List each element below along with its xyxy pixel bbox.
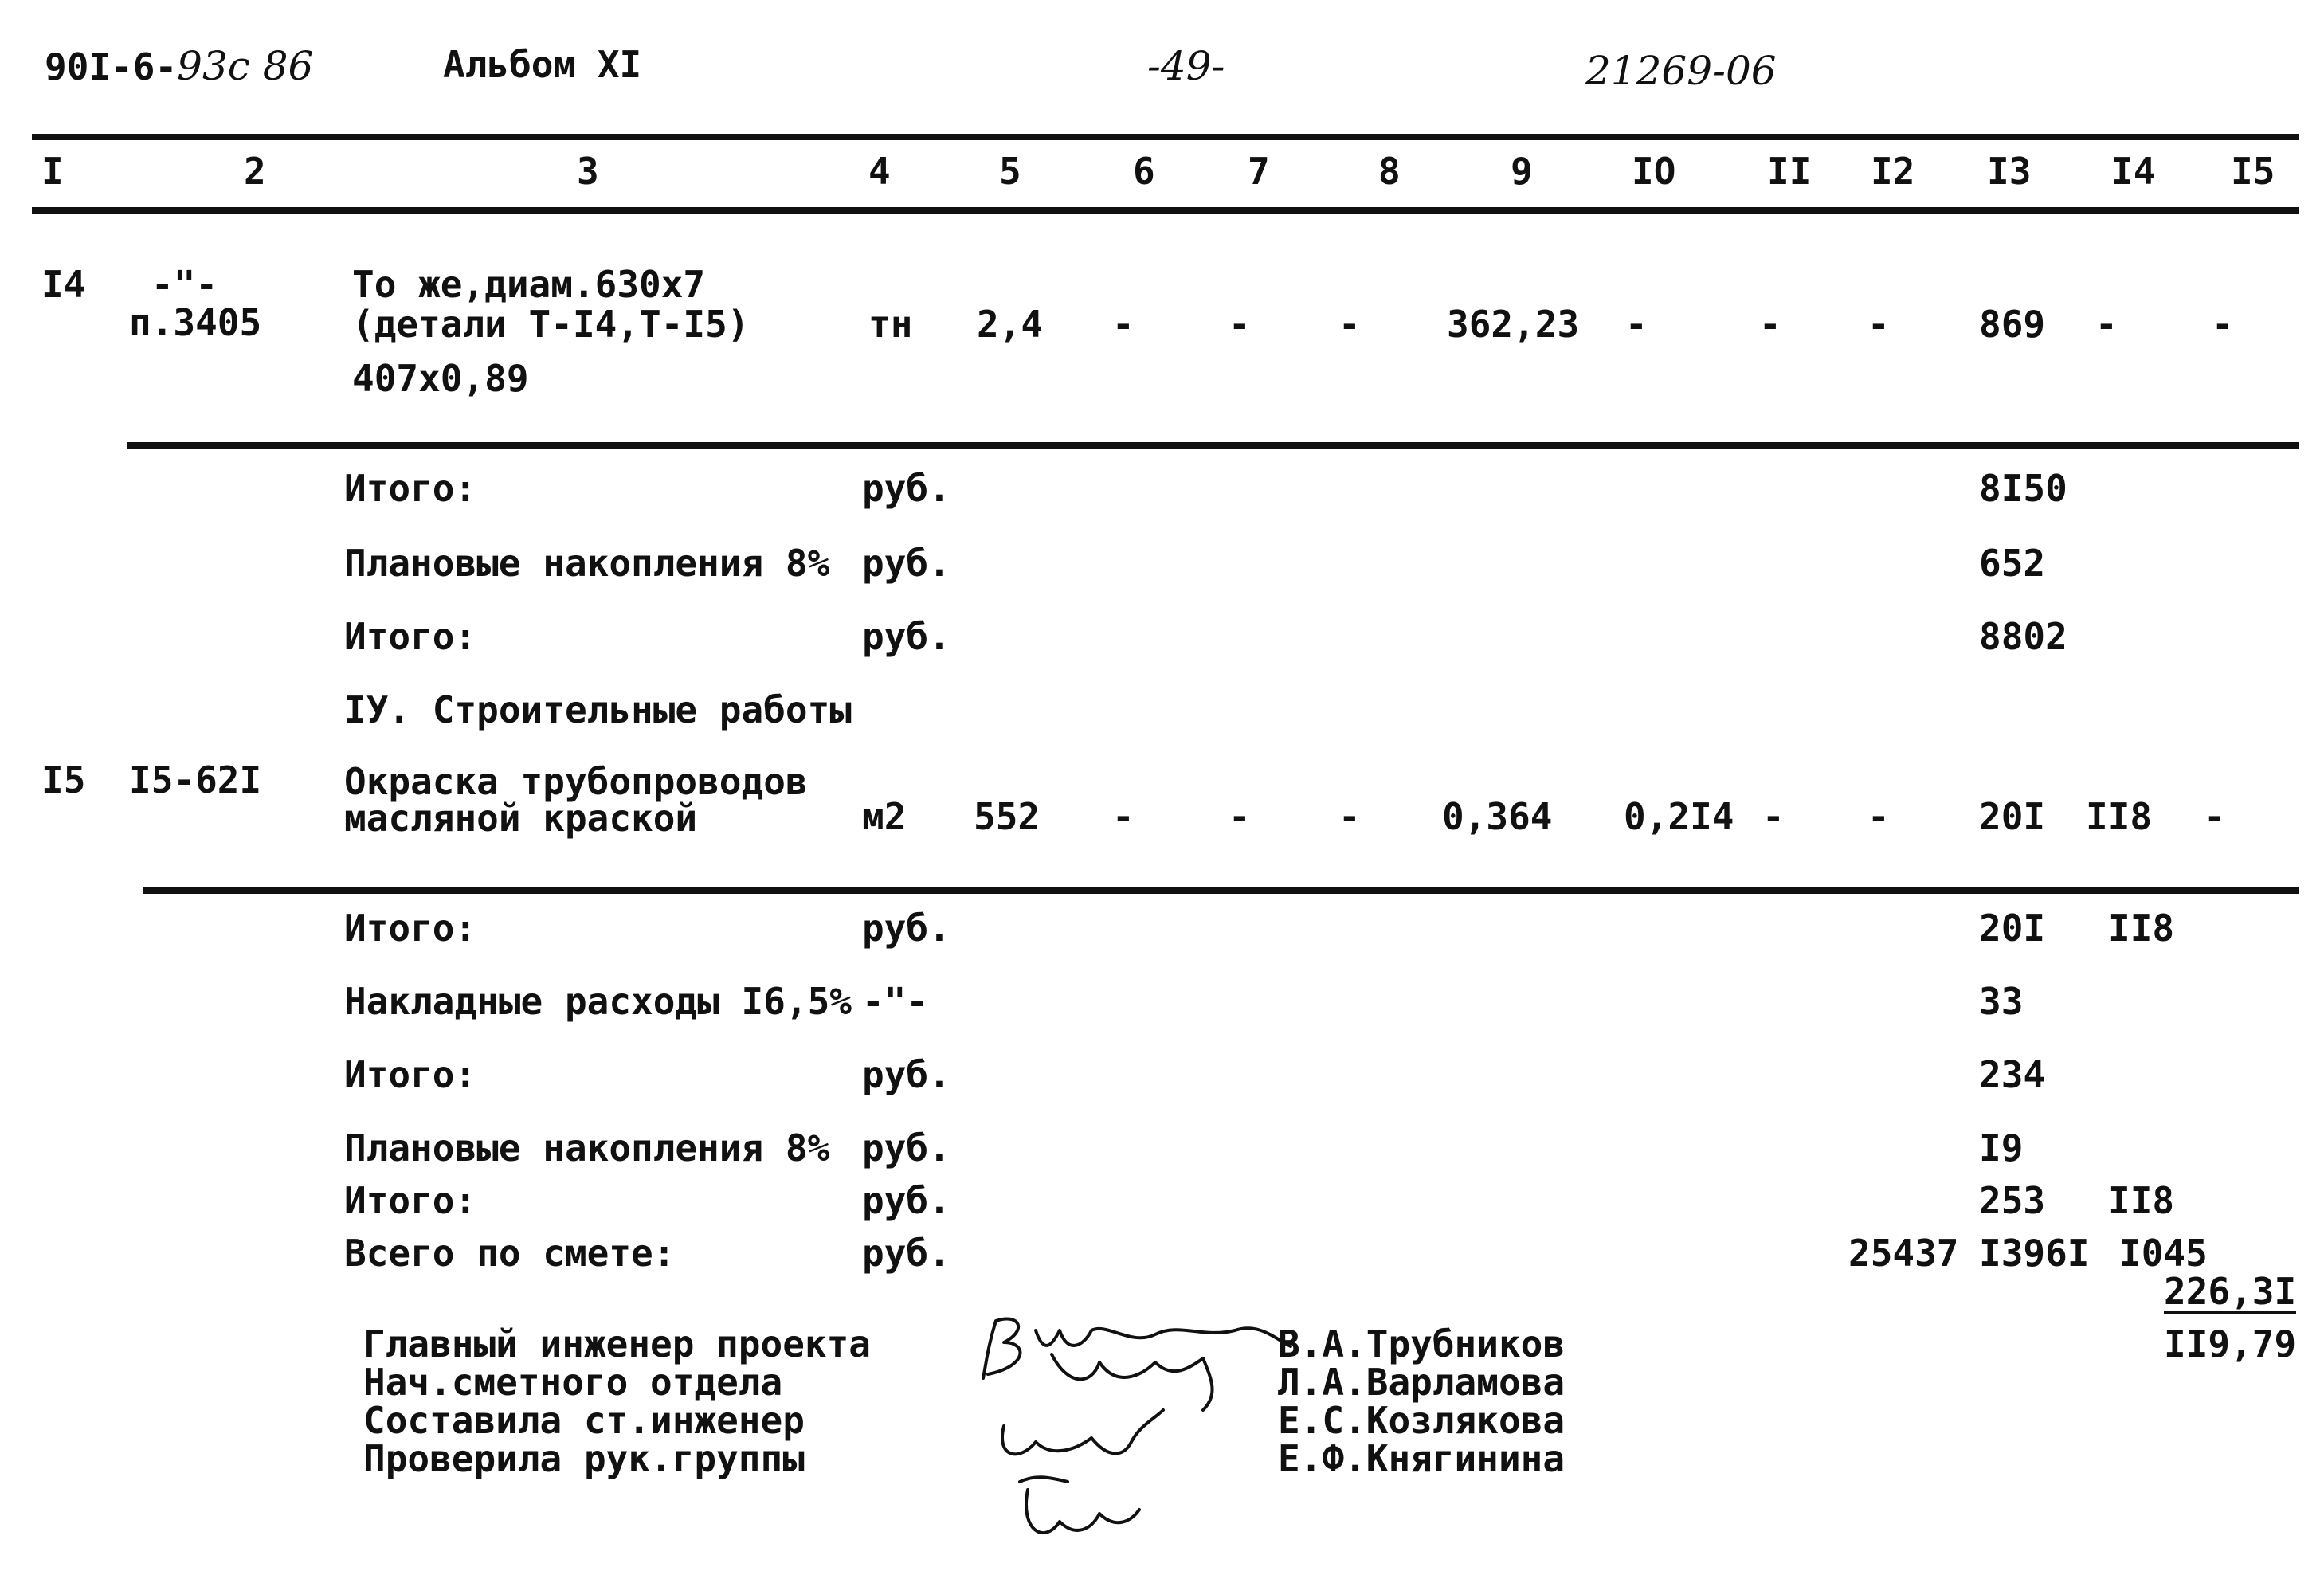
page-number: -49- [1147,43,1225,89]
total-unit: руб. [862,1126,950,1169]
item-description: масляной краской [344,797,698,840]
total-col-14: II8 [2108,1179,2175,1222]
section-title: IУ. Строительные работы [344,688,852,731]
signature-role: Главный инженер проекта [363,1322,871,1365]
album-code-prefix: 90I-6- [45,45,178,88]
total-unit: руб. [862,1053,950,1096]
item-description: То же,диам.630х7 [352,263,706,306]
total-col-13: I9 [1979,1126,2024,1169]
cell-col-7: - [1229,303,1251,346]
item-number: I5 [41,758,86,801]
item-description: (детали Т-I4,Т-I5) [352,303,750,346]
total-col-13: 33 [1979,980,2024,1023]
total-unit: руб. [862,1232,950,1275]
cell-col-11: - [1759,303,1781,346]
cell-col-9: 362,23 [1447,303,1580,346]
cell-col-10: - [1625,303,1648,346]
handwritten-signatures [972,1299,1307,1561]
album-title: Альбом XI [443,43,642,86]
cell-col-8: - [1338,795,1361,838]
total-col-13: 253 [1979,1179,2046,1222]
item-unit: тн [868,303,913,346]
total-col-13: 20I [1979,907,2046,950]
fraction-top: 226,3I [2164,1270,2297,1313]
cell-col-13: 20I [1979,795,2046,838]
cell-col-11: - [1762,795,1785,838]
item-description: 407х0,89 [352,357,529,400]
column-number: 9 [1511,150,1533,193]
item-description: Окраска трубопроводов [344,760,808,803]
cell-col-6: - [1112,303,1135,346]
item-quantity: 2,4 [977,303,1044,346]
cell-col-15: - [2212,303,2234,346]
cell-col-14: II8 [2086,795,2153,838]
grand-total-label: Всего по смете: [344,1232,676,1275]
total-unit: руб. [862,542,950,585]
total-col-13: 8I50 [1979,467,2067,510]
fraction-bottom: II9,79 [2164,1322,2297,1365]
total-label: Плановые накопления 8% [344,542,830,585]
total-label: Итого: [344,1179,477,1222]
album-code [45,43,314,89]
column-number: I [41,150,64,193]
total-unit: руб. [862,907,950,950]
signature-name: Е.С.Козлякова [1278,1399,1566,1442]
grand-total-col-14: I045 [2119,1232,2208,1275]
header-rule-top [32,134,2299,140]
item-reference: -"- [151,263,218,306]
column-number: I4 [2111,150,2156,193]
album-code-handwritten: 93с 86 [177,43,314,89]
total-col-14: II8 [2108,907,2175,950]
header-rule-bottom [32,207,2299,214]
total-label: Итого: [344,467,477,510]
item-quantity: 552 [974,795,1041,838]
grand-total-col-13: I396I [1979,1232,2090,1275]
cell-col-8: - [1338,303,1361,346]
signature-role: Нач.сметного отдела [363,1361,783,1404]
cell-col-12: - [1867,303,1890,346]
signature-role: Составила ст.инженер [363,1399,805,1442]
section-rule [127,442,2299,449]
cell-col-15: - [2204,795,2226,838]
cell-col-10: 0,2I4 [1624,795,1734,838]
column-number: II [1767,150,1812,193]
item-reference: I5-62I [129,758,262,801]
column-number: IO [1632,150,1676,193]
total-unit: руб. [862,467,950,510]
total-col-13: 8802 [1979,615,2067,658]
cell-col-12: - [1867,795,1890,838]
signature-name: В.А.Трубников [1278,1322,1566,1365]
total-unit: -"- [862,980,929,1023]
signature-role: Проверила рук.группы [363,1437,805,1480]
total-label: Накладные расходы I6,5% [344,980,852,1023]
cell-col-9: 0,364 [1442,795,1553,838]
cell-col-13: 869 [1979,303,2046,346]
item-unit: м2 [862,795,907,838]
column-number: I3 [1987,150,2032,193]
total-col-13: 234 [1979,1053,2046,1096]
total-label: Плановые накопления 8% [344,1126,830,1169]
total-unit: руб. [862,1179,950,1222]
cell-col-14: - [2095,303,2118,346]
column-number: 8 [1378,150,1401,193]
signature-name: Е.Ф.Княгинина [1278,1437,1566,1480]
document-number: 21269-06 [1585,48,1777,94]
section-rule [143,887,2299,894]
cell-col-7: - [1229,795,1251,838]
total-unit: руб. [862,615,950,658]
total-col-13: 652 [1979,542,2046,585]
total-label: Итого: [344,1053,477,1096]
item-number: I4 [41,263,86,306]
column-number: 6 [1133,150,1155,193]
total-label: Итого: [344,907,477,950]
column-number: 2 [244,150,266,193]
cell-col-6: - [1112,795,1135,838]
column-number: 5 [999,150,1021,193]
total-label: Итого: [344,615,477,658]
column-number: 4 [868,150,891,193]
item-reference: п.3405 [129,301,262,344]
signature-name: Л.А.Варламова [1278,1361,1566,1404]
column-number: I5 [2231,150,2275,193]
column-number: 3 [577,150,599,193]
column-number: 7 [1248,150,1270,193]
grand-total-col-12: 25437 [1848,1232,1959,1275]
column-number: I2 [1871,150,1915,193]
